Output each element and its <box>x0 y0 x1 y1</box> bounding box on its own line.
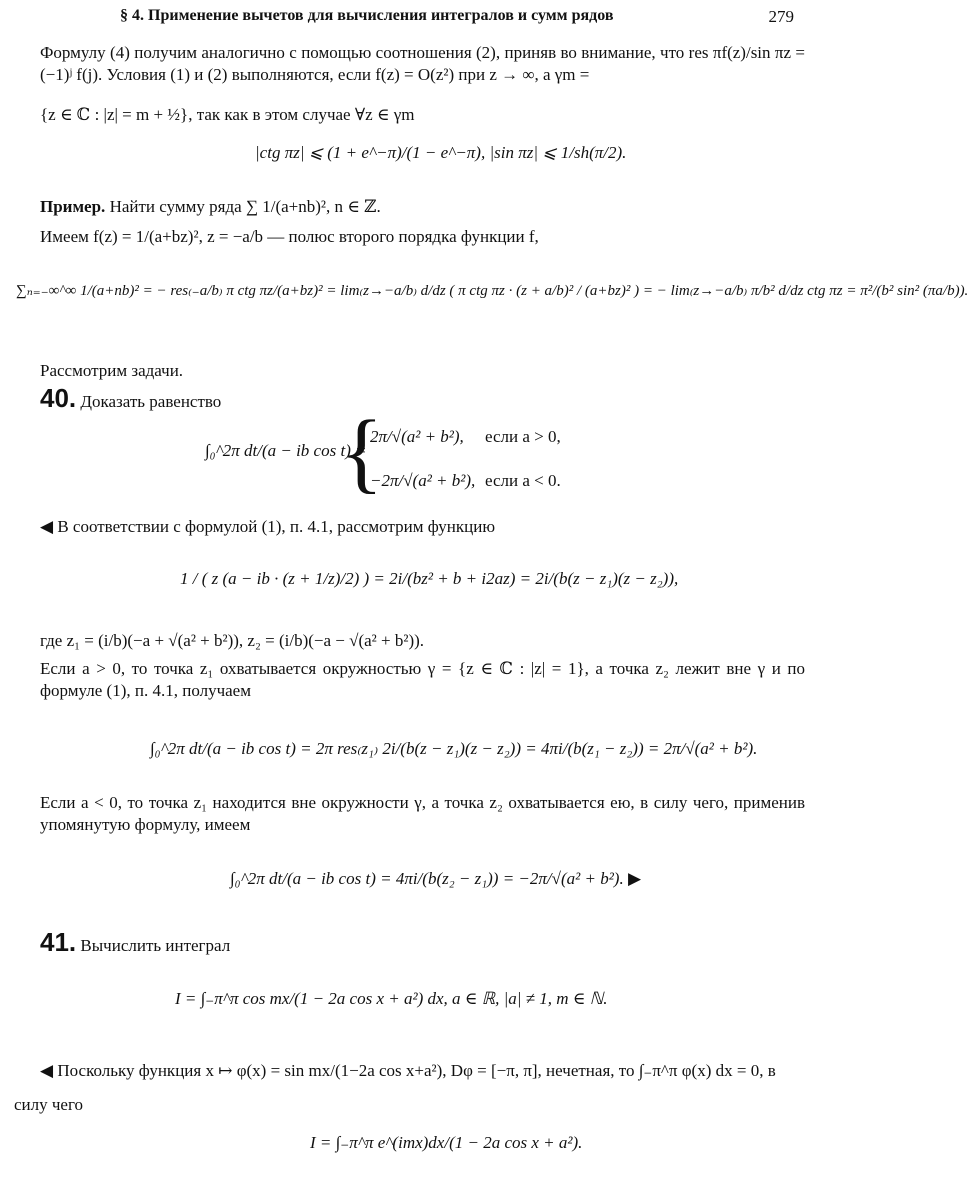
formula-case-1-condition: если a > 0, <box>485 427 561 446</box>
problem-41-text: Вычислить интеграл <box>80 936 231 955</box>
formula-integral-I-exp: I = ∫₋π^π e^(imx)dx/(1 − 2a cos x + a²). <box>310 1133 583 1152</box>
problem-40-number: 40. <box>40 383 77 413</box>
paragraph-consider-problems: Рассмотрим задачи. <box>40 361 184 380</box>
problem-41-heading <box>40 926 230 960</box>
formula-integral-left: ∫₀^2π dt/(a − ib cos t) = <box>205 441 367 460</box>
formula-function-decomposition: 1 / ( z (a − ib · (z + 1/z)/2) ) = 2i/(bz² + b + i2az) = 2i/(b(z − z₁)(z − z₂)), <box>180 569 679 588</box>
formula-integral-I: I = ∫₋π^π cos mx/(1 − 2a cos x + a²) dx, a ∈ ℝ, |a| ≠ 1, m ∈ ℕ. <box>175 989 608 1008</box>
formula-case-2: −2π/√(a² + b²), <box>370 471 476 490</box>
problem-40-text: Доказать равенство <box>80 392 222 411</box>
formula-integral-case-2: ∫₀^2π dt/(a − ib cos t) = 4πi/(b(z₂ − z₁)) = −2π/√(a² + b²). ▶ <box>230 869 642 888</box>
paragraph-formula-4: Формулу (4) получим аналогично с помощью соотношения (2), приняв во внимание, что res πf(z)/sin πz = (−1)ʲ f(j). Условия (1) и (2) выполняются, если f(z) = O(z²) при z → ∞, а γm = <box>40 43 805 85</box>
paragraph-z1-z2: где z₁ = (i/b)(−a + √(a² + b²)), z₂ = (i/b)(−a − √(a² + b²)). <box>40 631 425 650</box>
paragraph-pole: Имеем f(z) = 1/(a+bz)², z = −a/b — полюс второго порядка функции f, <box>40 227 539 246</box>
brace-symbol: { <box>340 403 384 502</box>
formula-series-sum: ∑ₙ₌₋∞^∞ 1/(a+nb)² = − res₍₋a/b₎ π ctg πz/(a+bz)² = lim₍z→−a/b₎ d/dz ( π ctg πz · (z + a/b)² / (a+bz)² ) = − lim₍z→−a/b₎ π/b² d/dz ctg πz = π²/(b² sin² (πa/b)). <box>16 283 968 299</box>
example-line <box>40 196 381 218</box>
paragraph-case-a-negative: Если a < 0, то точка z₁ находится вне окружности γ, а точка z₂ охватывается ею, в силу чего, применив упомянутую формулу, имеем <box>40 793 805 835</box>
formula-integral-case-1: ∫₀^2π dt/(a − ib cos t) = 2π res₍z₁₎ 2i/(b(z − z₁)(z − z₂)) = 4πi/(b(z₁ − z₂)) = 2π/√(a² + b²). <box>150 739 758 758</box>
page-number: 279 <box>768 7 794 26</box>
formula-case-2-condition: если a < 0. <box>485 471 561 490</box>
running-header: § 4. Применение вычетов для вычисления интегралов и сумм рядов <box>120 7 614 24</box>
paragraph-therefore: силу чего <box>14 1095 84 1114</box>
problem-40-heading <box>40 382 221 416</box>
example-text: Найти сумму ряда ∑ 1/(a+nb)², n ∈ ℤ. <box>109 197 381 216</box>
paragraph-consider-function: ◀ В соответствии с формулой (1), п. 4.1, рассмотрим функцию <box>40 517 496 536</box>
formula-ctg-sin-bounds: |ctg πz| ⩽ (1 + e^−π)/(1 − e^−π), |sin πz| ⩽ 1/sh(π/2). <box>255 143 627 162</box>
problem-41-number: 41. <box>40 927 77 957</box>
paragraph-case-a-positive: Если a > 0, то точка z₁ охватывается окружностью γ = {z ∈ ℂ : |z| = 1}, а точка z₂ лежит вне γ и по формуле (1), п. 4.1, получаем <box>40 659 805 701</box>
example-label: Пример. <box>40 197 106 216</box>
paragraph-odd-function: ◀ Поскольку функция x ↦ φ(x) = sin mx/(1−2a cos x+a²), Dφ = [−π, π], нечетная, то ∫₋π^π φ(x) dx = 0, в <box>40 1061 776 1080</box>
paragraph-gamma-m: {z ∈ ℂ : |z| = m + ½}, так как в этом случае ∀z ∈ γm <box>40 105 415 124</box>
formula-case-1: 2π/√(a² + b²), <box>370 427 464 446</box>
